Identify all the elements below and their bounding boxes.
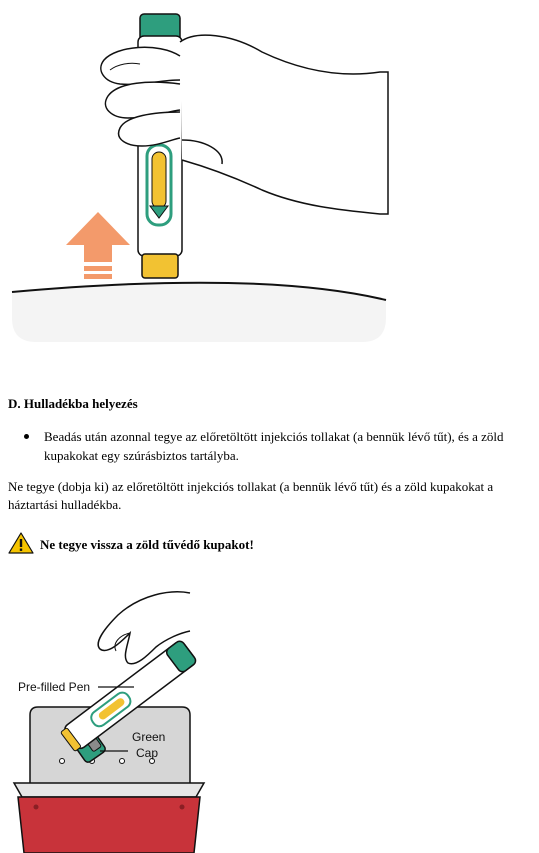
- cap-label-line1: Green: [132, 730, 166, 744]
- cap-label-line2: Cap: [136, 746, 159, 760]
- skin-surface: [12, 283, 386, 342]
- instruction-list: [0, 427, 539, 465]
- container-rim: [14, 783, 204, 797]
- pen-label: Pre-filled Pen: [18, 680, 91, 694]
- lift-arrow-icon: [66, 212, 130, 279]
- list-item: Beadás után azonnal tegye az előretöltött injekciós tollakat (a bennük lévő tűt), és a zöld kupakokat egy szúrásbiztos tartályba.: [0, 427, 539, 465]
- warning-text: Ne tegye vissza a zöld tűvédő kupakot!: [40, 537, 254, 552]
- recap-warning: [8, 532, 254, 554]
- disposal-warning-paragraph: Ne tegye (dobja ki) az előretöltött injekciós tollakat (a bennük lévő tűt) és a zöld kupakokat a háztartási hulladékba.: [8, 479, 494, 512]
- sharps-disposal-illustration: [0, 585, 539, 853]
- section-heading: D. Hulladékba helyezés: [8, 396, 138, 411]
- injection-lift-illustration: [0, 0, 539, 350]
- container-body: [18, 797, 200, 853]
- warning-triangle-icon: [8, 532, 34, 554]
